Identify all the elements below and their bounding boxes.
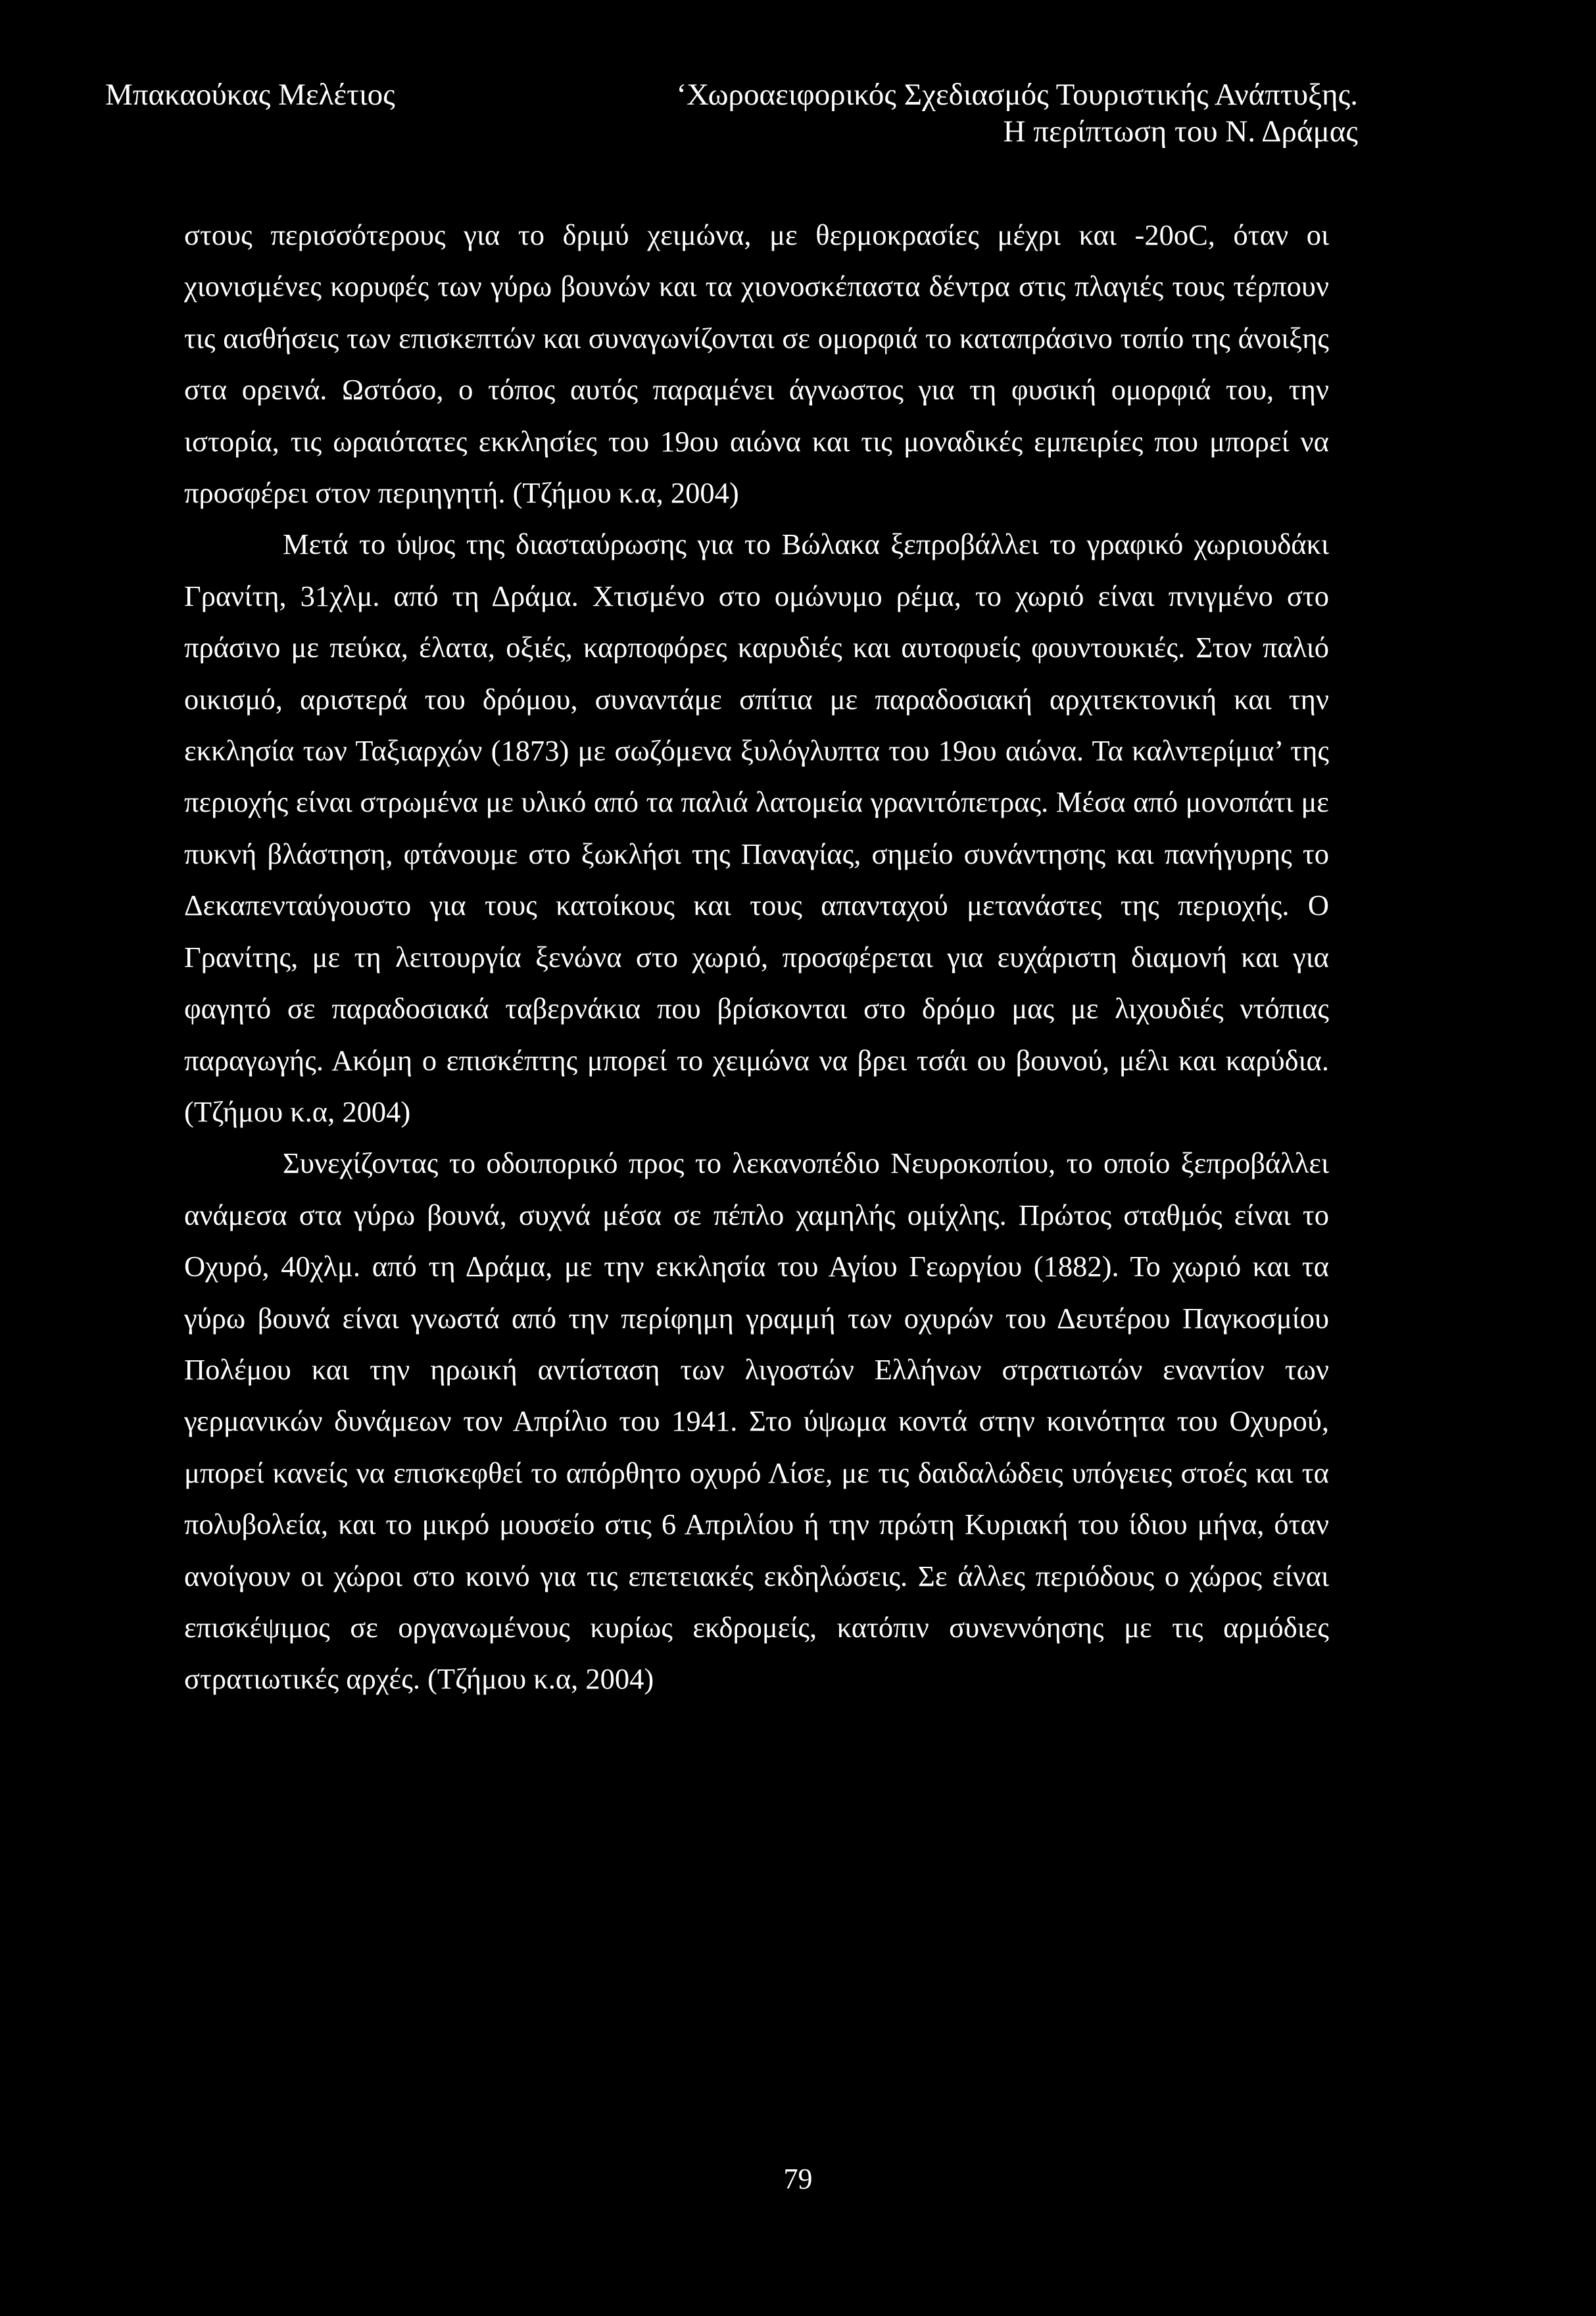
page-number: 79 [783,2163,813,2195]
header-title-line2: Η περίπτωση του Ν. Δράμας [1003,114,1358,149]
header-author: Μπακαούκας Μελέτιος [105,78,395,112]
header-title-line1: ‘Χωροαειφορικός Σχεδιασμός Τουριστικής Ανάπτυξης. [676,78,1358,112]
paragraph-granitis: Μετά το ύψος της διασταύρωσης για το Βώλακα ξεπροβάλλει το γραφικό χωριουδάκι Γρανίτη, 31χλμ. από τη Δράμα. Χτισμένο στο ομώνυμο ρέμα, το χωριό είναι πνιγμένο στο πράσινο με πεύκα, έλατα, οξιές, καρποφόρες καρυδιές και αυτοφυείς φουντουκιές. Στον παλιό οικισμό, αριστερά του δρόμου, συναντάμε σπίτια με παραδοσιακή αρχιτεκτονική και την εκκλησία των Ταξιαρχών (1873) με σωζόμενα ξυλόγλυπτα του 19ου αιώνα. Τα καλντερίμια’ της περιοχής είναι στρωμένα με υλικό από τα παλιά λατομεία γρανιτόπετρας. Μέσα από μονοπάτι με πυκνή βλάστηση, φτάνουμε στο ξωκλήσι της Παναγίας, σημείο συνάντησης και πανήγυρης το Δεκαπενταύγουστο για τους κατοίκους και τους απανταχού μετανάστες της περιοχής. Ο Γρανίτης, με τη λειτουργία ξενώνα στο χωριό, προσφέρεται για ευχάριστη διαμονή και για φαγητό σε παραδοσιακά ταβερνάκια που βρίσκονται στο δρόμο μας με λιχουδιές ντόπιας παραγωγής. Ακόμη ο επισκέπτης μπορεί το χειμώνα να βρει τσάι ου βουνού, μέλι και καρύδια. (Τζήμου κ.α, 2004) [184,528,1329,1128]
paragraph-ochyro: Συνεχίζοντας το οδοιπορικό προς το λεκανοπέδιο Νευροκοπίου, το οποίο ξεπροβάλλει ανάμεσα στα γύρω βουνά, συχνά μέσα σε πέπλο χαμηλής ομίχλης. Πρώτος σταθμός είναι το Οχυρό, 40χλμ. από τη Δράμα, με την εκκλησία του Αγίου Γεωργίου (1882). Το χωριό και τα γύρω βουνά είναι γνωστά από την περίφημη γραμμή των οχυρών του Δευτέρου Παγκοσμίου Πολέμου και την ηρωική αντίσταση των λιγοστών Ελλήνων στρατιωτών εναντίον των γερμανικών δυνάμεων τον Απρίλιο του 1941. Στο ύψωμα κοντά στην κοινότητα του Οχυρού, μπορεί κανείς να επισκεφθεί το απόρθητο οχυρό Λίσε, με τις δαιδαλώδεις υπόγειες στοές και τα πολυβολεία, και το μικρό μουσείο στις 6 Απριλίου ή την πρώτη Κυριακή του ίδιου μήνα, όταν ανοίγουν οι χώροι στο κοινό για τις επετειακές εκδηλώσεις. Σε άλλες περιόδους ο χώρος είναι επισκέψιμος σε οργανωμένους κυρίως εκδρομείς, κατόπιν συνεννόησης με τις αρμόδιες στρατιωτικές αρχές. (Τζήμου κ.α, 2004) [184,1146,1329,1696]
document-body [184,209,1329,1705]
header-title [677,76,1358,150]
paragraph-continuation: στους περισσότερους για το δριμύ χειμώνα, με θερμοκρασίες μέχρι και -20oC, όταν οι χιονισμένες κορυφές των γύρω βουνών και τα χιονοσκέπαστα δέντρα στις πλαγιές τους τέρπουν τις αισθήσεις των επισκεπτών και συναγωνίζονται σε ομορφιά το καταπράσινο τοπίο της άνοιξης στα ορεινά. Ωστόσο, ο τόπος αυτός παραμένει άγνωστος για τη φυσική ομορφιά του, την ιστορία, τις ωραιότατες εκκλησίες του 19ου αιώνα και τις μοναδικές εμπειρίες που μπορεί να προσφέρει στον περιηγητή. (Τζήμου κ.α, 2004) [184,218,1329,510]
